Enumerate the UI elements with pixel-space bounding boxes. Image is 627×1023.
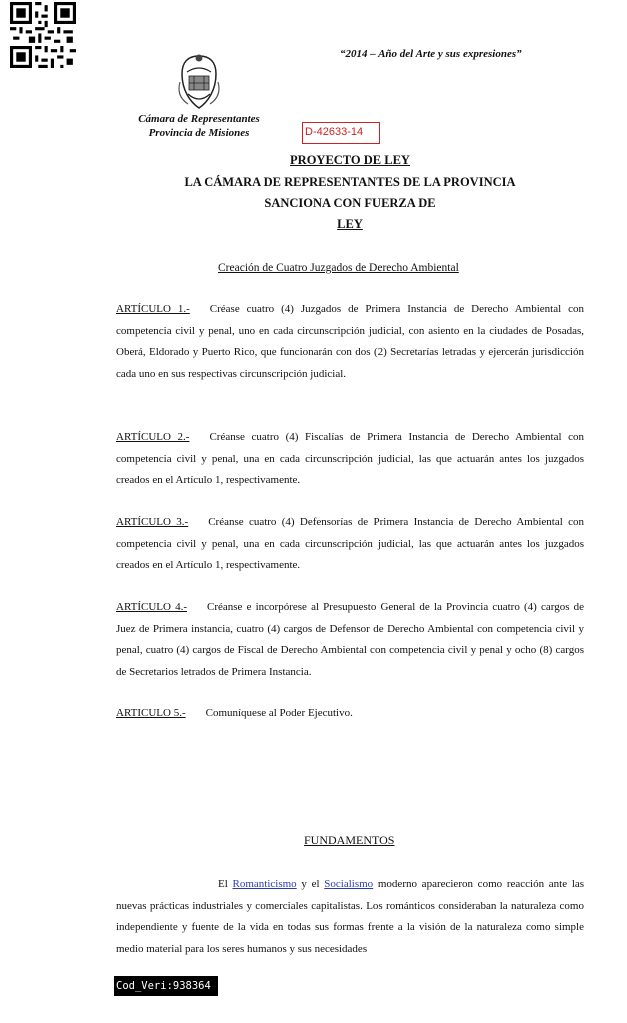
article-4 (116, 597, 584, 683)
romanticismo-link[interactable]: Romanticismo (232, 878, 297, 890)
qr-code-icon (8, 2, 78, 68)
law-subject: Creación de Cuatro Juzgados de Derecho Ambiental (218, 262, 459, 274)
article-5 (116, 703, 584, 725)
chamber-name (130, 112, 268, 140)
article-text: Créanse e incorpórese al Presupuesto General de la Provincia cuatro (4) cargos de Juez de Primera instancia, cuatro (4) cargos de Defensor de Derecho Ambiental con competencia civil y penal, cuatro (4) cargos de Fiscal de Derecho Ambiental con competencia civil y penal y ocho (8) cargos de Secretarios letrados de Primera Instancia. (116, 601, 585, 678)
article-label: ARTÍCULO 4.- (116, 601, 188, 613)
provincial-seal-icon (174, 52, 224, 110)
article-label: ARTÍCULO 3.- (116, 516, 189, 528)
year-motto: “2014 – Año del Arte y sus expresiones” (340, 48, 522, 60)
chamber-line-1: Cámara de Representantes (138, 113, 260, 125)
article-1 (116, 299, 584, 385)
title-proyecto: PROYECTO DE LEY (290, 153, 410, 167)
article-label: ARTICULO 5.- (116, 707, 186, 719)
fundamentos-rest: moderno aparecieron como reacción ante las nuevas prácticas industriales y comerciales capitalistas. Los románticos consideraban la naturaleza como independiente y fuente de la vida en todas sus formas frente a la visión de la naturaleza como simple medio material para los seres humanos y sus necesidades (116, 878, 585, 955)
title-ley: LEY (337, 217, 363, 231)
fundamentos-intro: El (218, 878, 228, 890)
article-text: Créase cuatro (4) Juzgados de Primera Instancia de Derecho Ambiental con competencia civil y penal, uno en cada circunscripción judicial, con asiento en la ciudades de Posadas, Oberá, Eldorado y Puerto Rico, que funcionarán con dos (2) Secretarías letradas y ejercerán jurisdicción cada uno en sus respectivas circunscripción judicial. (116, 303, 584, 380)
chamber-line-2: Provincia de Misiones (148, 127, 250, 139)
article-3 (116, 512, 584, 577)
verification-code: Cod_Veri:938364 (114, 976, 218, 996)
title-camara: LA CÁMARA DE REPRESENTANTES DE LA PROVINCIA (184, 175, 516, 189)
article-2 (116, 427, 584, 492)
fundamentos-body (116, 874, 584, 960)
article-label: ARTÍCULO 2.- (116, 431, 190, 443)
article-text: Créanse cuatro (4) Fiscalías de Primera Instancia de Derecho Ambiental con competencia civil y penal, una en cada circunscripción judicial, las que actuarán antes los juzgados creados en el Artículo 1, respectivamente. (116, 431, 585, 486)
fundamentos-mid: y el (301, 878, 320, 890)
article-text: Créanse cuatro (4) Defensorías de Primera Instancia de Derecho Ambiental con competencia civil y penal, una en cada circunscripción judicial, las que actuarán antes los juzgados creados en el Artículo 1, respectivamente. (116, 516, 584, 571)
fundamentos-title: FUNDAMENTOS (304, 833, 395, 847)
article-text: Comuníquese al Poder Ejecutivo. (205, 707, 353, 719)
file-number-stamp: D-42633-14 (302, 122, 380, 144)
title-sanciona: SANCIONA CON FUERZA DE (264, 196, 436, 210)
socialismo-link[interactable]: Socialismo (324, 878, 374, 890)
article-label: ARTÍCULO 1.- (116, 303, 190, 315)
